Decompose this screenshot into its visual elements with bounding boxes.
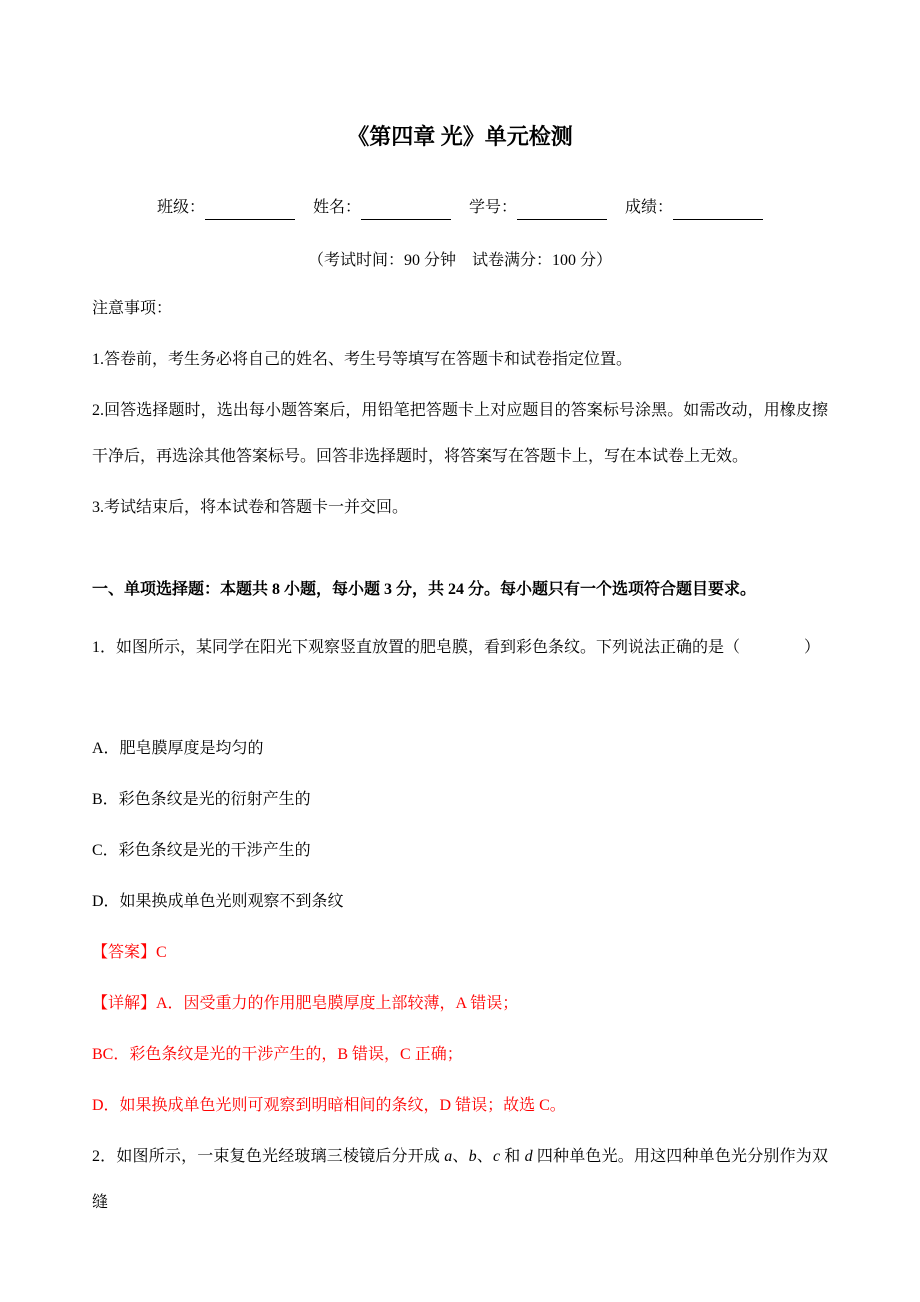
student-number-label: 学号： bbox=[469, 199, 518, 216]
document-title: 《第四章 光》单元检测 bbox=[347, 124, 573, 149]
class-field bbox=[157, 196, 295, 220]
name-blank bbox=[361, 200, 451, 220]
variable-a: a bbox=[444, 1148, 453, 1165]
question-2-separator-2: 、 bbox=[476, 1148, 493, 1165]
name-field bbox=[313, 196, 451, 220]
question-1-explanation-1: 【详解】A．因受重力的作用肥皂膜厚度上部较薄，A 错误； bbox=[92, 995, 519, 1012]
name-label: 姓名： bbox=[312, 199, 361, 216]
variable-d: d bbox=[524, 1148, 533, 1165]
question-2-conjunction: 和 bbox=[500, 1148, 525, 1165]
student-number-field bbox=[469, 196, 607, 220]
variable-c: c bbox=[492, 1148, 501, 1165]
class-blank bbox=[205, 200, 295, 220]
exam-info-line: （考试时间：90 分钟 试卷满分：100 分） bbox=[307, 252, 612, 269]
question-1-explanation-2: BC．彩色条纹是光的干涉产生的，B 错误，C 正确； bbox=[92, 1046, 463, 1063]
notes-heading: 注意事项： bbox=[92, 300, 173, 317]
question-1-stem: 1．如图所示，某同学在阳光下观察竖直放置的肥皂膜，看到彩色条纹。下列说法正确的是（ ） bbox=[92, 639, 821, 656]
question-1-option-c: C．彩色条纹是光的干涉产生的 bbox=[92, 842, 311, 859]
question-1-option-b: B．彩色条纹是光的衍射产生的 bbox=[92, 791, 311, 808]
question-1-option-a: A．肥皂膜厚度是均匀的 bbox=[92, 740, 264, 757]
variable-b: b bbox=[468, 1148, 477, 1165]
score-field bbox=[625, 196, 763, 220]
question-1-option-d: D．如果换成单色光则观察不到条纹 bbox=[92, 893, 344, 910]
question-1-answer: 【答案】C bbox=[92, 944, 167, 961]
note-item-1: 1.答卷前，考生务必将自己的姓名、考生号等填写在答题卡和试卷指定位置。 bbox=[92, 351, 633, 368]
score-blank bbox=[673, 200, 763, 220]
student-number-blank bbox=[517, 200, 607, 220]
question-1-figure-placeholder bbox=[92, 671, 828, 721]
question-2-separator-1: 、 bbox=[452, 1148, 469, 1165]
note-item-3: 3.考试结束后，将本试卷和答题卡一并交回。 bbox=[92, 499, 409, 516]
question-2-text-end: 四种单色光。用这四种单色光分别作为双缝 bbox=[92, 1148, 828, 1211]
note-item-2: 2.回答选择题时，选出每小题答案后，用铅笔把答题卡上对应题目的答案标号涂黑。如需改动，用橡皮擦干净后，再选涂其他答案标号。回答非选择题时，将答案写在答题卡上，写在本试卷上无效。 bbox=[92, 402, 828, 465]
question-1-explanation-3: D．如果换成单色光则可观察到明暗相间的条纹，D 错误；故选 C。 bbox=[92, 1097, 566, 1114]
student-info-row bbox=[92, 196, 828, 220]
score-label: 成绩： bbox=[625, 199, 674, 216]
class-label: 班级： bbox=[156, 199, 205, 216]
question-2-stem bbox=[92, 1134, 828, 1226]
section-1-heading: 一、单项选择题：本题共 8 小题，每小题 3 分，共 24 分。每小题只有一个选项符合题目要求。 bbox=[92, 581, 757, 598]
question-2-text-start: 2．如图所示，一束复色光经玻璃三棱镜后分开成 bbox=[92, 1148, 445, 1165]
